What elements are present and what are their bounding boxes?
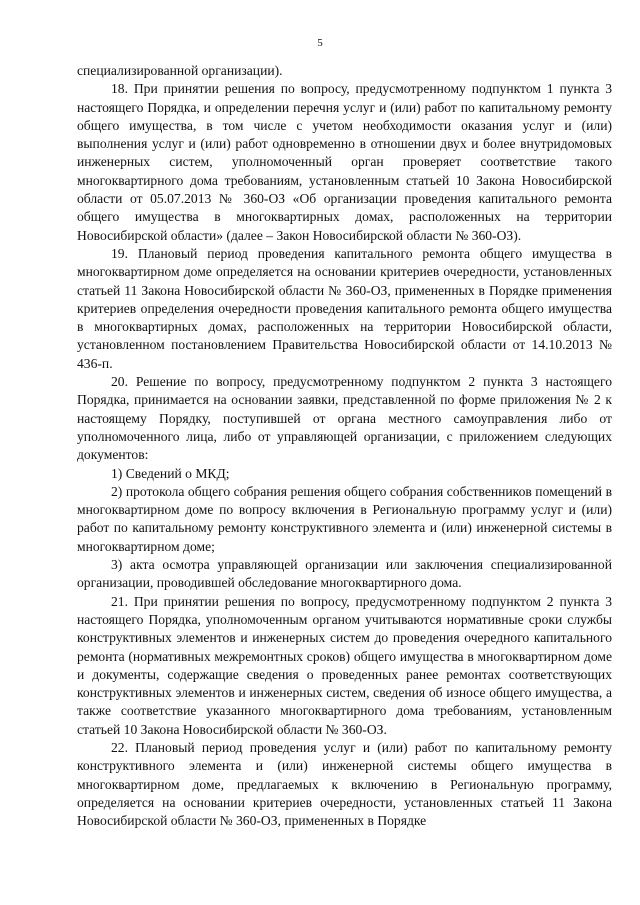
document-body xyxy=(77,62,612,830)
paragraph-20: 20. Решение по вопросу, предусмотренному подпунктом 2 пункта 3 настоящего Порядка, принимается на основании заявки, представленной по форме приложения № 2 к настоящему Порядку, поступившей от органа местного самоуправления либо от уполномоченного лица, либо от управляющей организации, с приложением следующих документов: xyxy=(77,374,612,463)
list-item-1: 1) Сведений о МКД; xyxy=(111,465,230,481)
paragraph-22: 22. Плановый период проведения услуг и (или) работ по капитальному ремонту конструктивного элемента и (или) инженерной системы общего имущества в многоквартирном доме, предлагаемых к включению в Региональную программу, определяется на основании критериев очередности, установленных статьей 11 Закона Новосибирской области № 360-ОЗ, примененных в Порядке xyxy=(77,739,612,829)
paragraph-18: 18. При принятии решения по вопросу, предусмотренному подпунктом 1 пункта 3 настоящего Порядка, и определении перечня услуг и (или) работ по капитальному ремонту общего имущества, в том числе с учетом необходимости оказания услуг и (или) выполнения услуг и (или) работ одновременно в отношении двух и более внутридомовых инженерных систем, уполномоченный орган проверяет соответствие такого многоквартирного дома требованиям, установленным статьей 10 Закона Новосибирской области от 05.07.2013 № 360-ОЗ «Об организации проведения капитального ремонта общего имущества в многоквартирных домах, расположенных на территории Новосибирской области» (далее – Закон Новосибирской области № 360-ОЗ). xyxy=(77,81,612,243)
paragraph-19: 19. Плановый период проведения капитального ремонта общего имущества в многоквартирном доме определяется на основании критериев очередности, установленных статьей 11 Закона Новосибирской области № 360-ОЗ, примененных в Порядке применения критериев определения очередности проведения капитального ремонта общего имущества в многоквартирных домах, расположенных на территории Новосибирской области, установленном постановлением Правительства Новосибирской области от 14.10.2013 № 436-п. xyxy=(77,245,612,371)
paragraph-21: 21. При принятии решения по вопросу, предусмотренному подпунктом 2 пункта 3 настоящего Порядка, уполномоченным органом учитываются нормативные сроки службы конструктивных элементов и инженерных систем до проведения очередного капитального ремонта (нормативных межремонтных сроков) общего имущества в многоквартирном доме и документы, содержащие сведения о проведенных ранее ремонтах соответствующих конструктивных элементов и инженерных систем, сведения об износе общего имущества, а также соответствие указанного многоквартирного дома требованиям, установленным статьей 10 Закона Новосибирской области № 360-ОЗ. xyxy=(77,593,612,737)
list-item-3: 3) акта осмотра управляющей организации или заключения специализированной организации, проводившей обследование многоквартирного дома. xyxy=(77,557,612,591)
list-item-2: 2) протокола общего собрания решения общего собрания собственников помещений в многоквартирном доме по вопросу включения в Региональную программу услуг и (или) работ по капитальному ремонту конструктивного элемента и (или) инженерной системы в многоквартирном доме; xyxy=(77,483,612,554)
page-number: 5 xyxy=(317,37,323,49)
paragraph-continuation: специализированной организации). xyxy=(77,63,283,78)
